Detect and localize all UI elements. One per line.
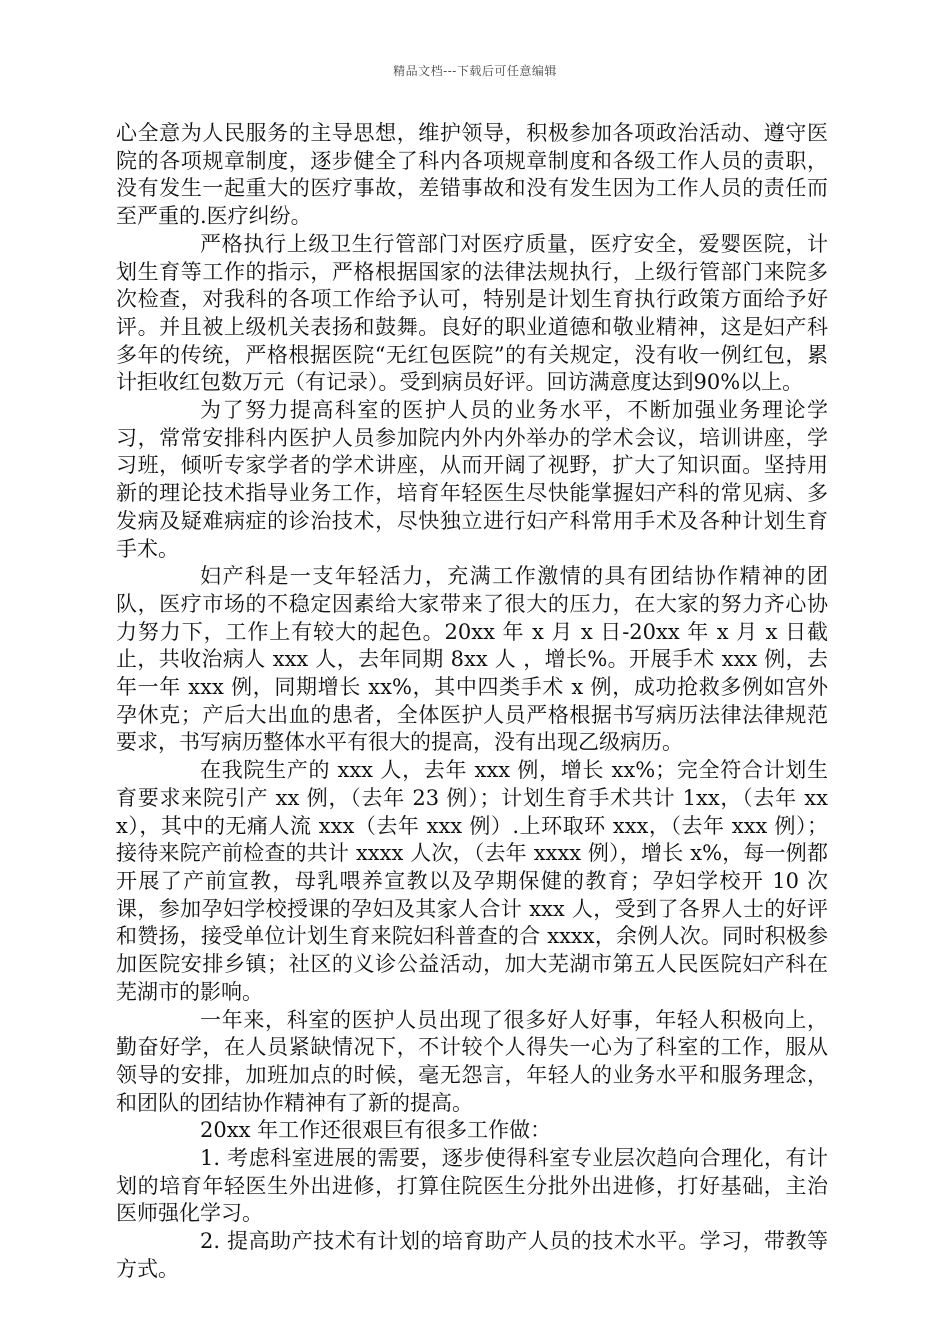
paragraph-training: 为了努力提高科室的医护人员的业务水平，不断加强业务理论学习，常常安排科内医护人员参加院内外内外举办的学术会议，培训讲座，学习班，倾听专家学者的学术讲座，从而开阔了视野，扩大了知识面。坚持用新的理论技术指导业务工作，培育年轻医生尽快能掌握妇产科的常见病、多发病及疑难病症的诊治技术，尽快独立进行妇产科常用手术及各种计划生育手术。	[116, 398, 828, 561]
paragraph-team: 妇产科是一支年轻活力，充满工作激情的具有团结协作精神的团队，医疗市场的不稳定因素给大家带来了很大的压力，在大家的努力齐心协力努力下，工作上有较大的起色。20xx 年 x 月 x 日-20xx 年 x 月 x 日截止，共收治病人 xxx 人，去年同期 8xx 人 ，增长%。开展手术 xxx 例，去年一年 xxx 例，同期增长 xx%，其中四类手术 x 例，成功抢救多例如宫外孕休克；产后大出血的患者，全体医护人员严格根据书写病历法律法律规范要求，书写病历整体水平有很大的提高，没有出现乙级病历。	[116, 564, 828, 755]
page-header: 精品文档---下载后可任意编辑	[393, 64, 557, 78]
document-body	[116, 120, 828, 1284]
paragraph-plan-heading: 20xx 年工作还很艰巨有很多工作做：	[200, 1118, 552, 1143]
list-item-2: 2. 提高助产技术有计划的培育助产人员的技术水平。学习，带教等方式。	[116, 1229, 828, 1281]
paragraph-regulations: 严格执行上级卫生行管部门对医疗质量，医疗安全，爱婴医院，计划生育等工作的指示，严格根据国家的法律法规执行，上级行管部门来院多次检查，对我科的各项工作给予认可，特别是计划生育执行政策方面给予好评。并且被上级机关表扬和鼓舞。良好的职业道德和敬业精神，这是妇产科多年的传统，严格根据医院“无红包医院”的有关规定，没有收一例红包，累计拒收红包数万元（有记录）。受到病员好评。回访满意度达到90%以上。	[116, 231, 828, 395]
paragraph-statistics: 在我院生产的 xxx 人，去年 xxx 例，增长 xx%；完全符合计划生育要求来院引产 xx 例，（去年 23 例）；计划生育手术共计 1xx，（去年 xxx），其中的无痛人流 xxx（去年 xxx 例）.上环取环 xxx，（去年 xxx 例）；接待来院产前检查的共计 xxxx 人次，（去年 xxxx 例），增长 x%，每一例都开展了产前宣教，母乳喂养宣教以及孕期保健的教育；孕妇学校开 10 次课，参加孕妇学校授课的孕妇及其家人合计 xxx 人，受到了各界人士的好评和赞扬，接受单位计划生育来院妇科普查的合 xxxx，余例人次。同时积极参加医院安排乡镇；社区的义诊公益活动，加大芜湖市第五人民医院妇产科在芜湖市的影响。	[116, 758, 828, 1004]
list-item-1: 1. 考虑科室进展的需要，逐步使得科室专业层次趋向合理化，有计划的培育年轻医生外出进修，打算住院医生分批外出进修，打好基础，主治医师强化学习。	[116, 1146, 828, 1226]
paragraph-staff: 一年来，科室的医护人员出现了很多好人好事，年轻人积极向上，勤奋好学，在人员紧缺情况下，不计较个人得失一心为了科室的工作，服从领导的安排，加班加点的时候，毫无怨言，年轻人的业务水平和服务理念，和团队的团结协作精神有了新的提高。	[116, 1007, 828, 1115]
paragraph-continuation: 心全意为人民服务的主导思想，维护领导，积极参加各项政治活动、遵守医院的各项规章制度，逐步健全了科内各项规章制度和各级工作人员的责职，没有发生一起重大的医疗事故，差错事故和没有发生因为工作人员的责任而至严重的.医疗纠纷。	[116, 121, 828, 229]
